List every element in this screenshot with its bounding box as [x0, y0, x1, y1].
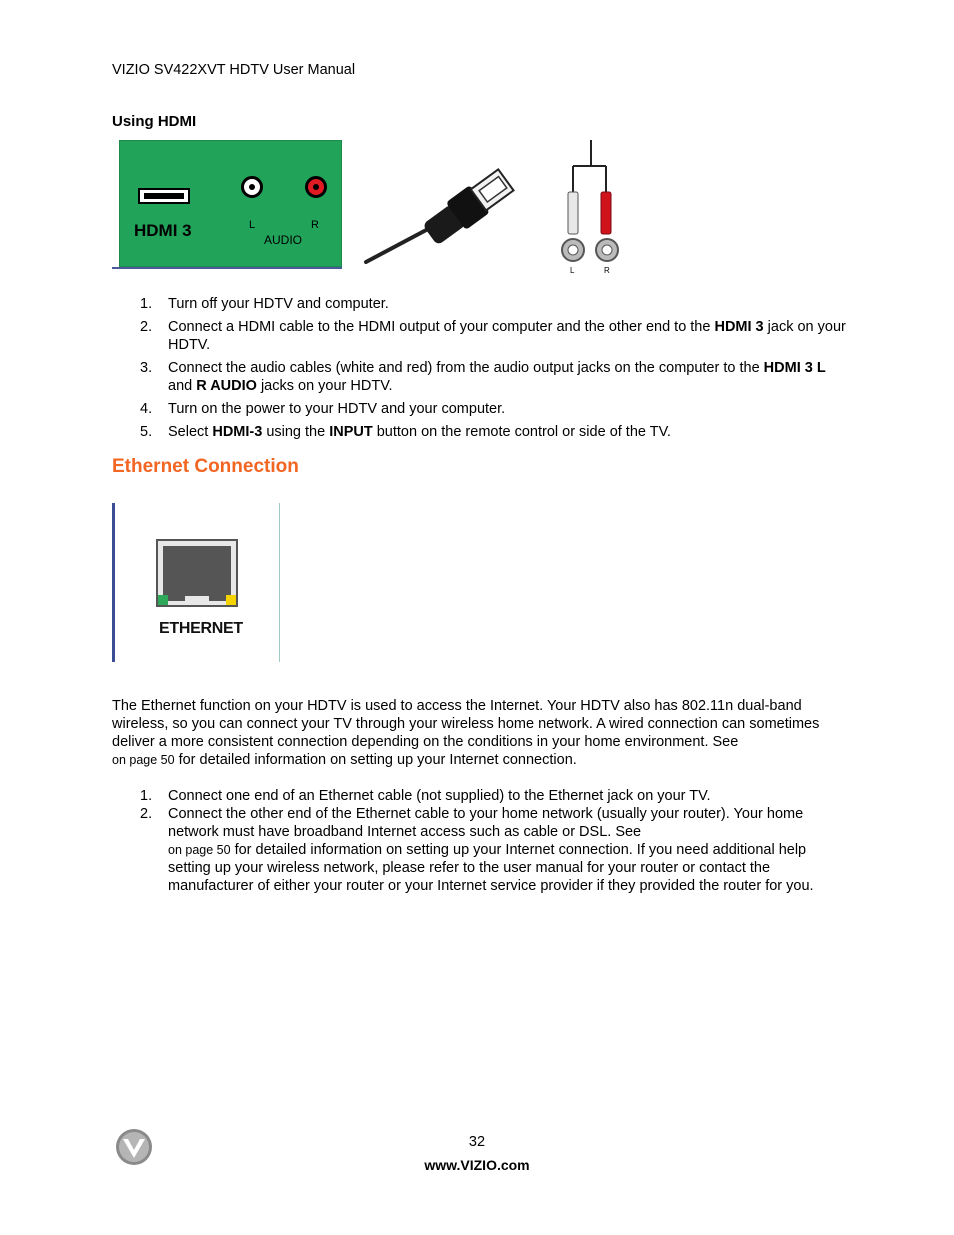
rca-right-label: R	[604, 266, 610, 275]
paragraph-tail: for detailed information on setting up your Internet connection.	[174, 752, 577, 768]
audio-label: AUDIO	[264, 233, 303, 247]
page-reference: on page 50	[112, 753, 175, 767]
list-item: 2. Connect the other end of the Ethernet cable to your home network (usually your router). Your home network must have broadband Internet access such as cable or DSL. See on page 50 for detailed information on setting up your Internet connection. If you need additional help setting up your wireless network, please refer to the user manual for your router or contact the manufacturer of either your router or your Internet service provider if they provided the router for you.	[140, 806, 814, 894]
list-item: 2. Connect a HDMI cable to the HDMI output of your computer and the other end to the HDMI 3 jack on your HDTV.	[140, 319, 846, 353]
hdmi-port-label: HDMI 3	[134, 221, 192, 240]
ethernet-port-label: ETHERNET	[159, 620, 243, 637]
hdmi-cable-icon	[360, 162, 530, 268]
page-number: 32	[468, 1134, 486, 1150]
ethernet-description-paragraph	[112, 697, 852, 769]
list-item: 4. Turn on the power to your HDTV and your computer.	[140, 401, 506, 417]
website-link[interactable]: www.VIZIO.com	[424, 1157, 530, 1173]
audio-left-jack-icon	[241, 176, 263, 198]
ethernet-port-icon	[156, 539, 238, 607]
hdmi-steps-list	[112, 295, 852, 446]
panel-divider	[112, 267, 342, 269]
ethernet-panel-illustration	[112, 503, 282, 663]
paragraph-text: The Ethernet function on your HDTV is used to access the Internet. Your HDTV also has 802.11n dual-band wireless, so you can connect your TV through your wireless home network. A wired connection can sometimes deliver a more consistent connection depending on the conditions in your home environment. See	[112, 698, 820, 750]
list-item: 1. Connect one end of an Ethernet cable (not supplied) to the Ethernet jack on your TV.	[140, 788, 711, 804]
page-reference: on page 50	[168, 843, 231, 857]
audio-right-jack-icon	[305, 176, 327, 198]
list-item: 3. Connect the audio cables (white and red) from the audio output jacks on the computer to the HDMI 3 L and R AUDIO jacks on your HDTV.	[140, 360, 826, 394]
rca-audio-cable-icon	[560, 140, 622, 280]
list-item: 1. Turn off your HDTV and computer.	[140, 296, 389, 312]
list-item: 5. Select HDMI-3 using the INPUT button on the remote control or side of the TV.	[140, 424, 671, 440]
rca-left-label: L	[570, 266, 575, 275]
hdmi-port-icon	[138, 188, 190, 204]
hdmi-panel-illustration	[112, 140, 342, 270]
ethernet-steps-list	[112, 787, 852, 895]
section-heading-ethernet: Ethernet Connection	[112, 456, 299, 477]
section-heading-using-hdmi: Using HDMI	[112, 113, 197, 130]
yellow-led-icon	[226, 595, 236, 605]
panel-left-border	[112, 503, 115, 662]
audio-left-label: L	[249, 219, 256, 231]
panel-right-border	[279, 503, 280, 662]
audio-right-label: R	[311, 219, 319, 231]
document-header: VIZIO SV422XVT HDTV User Manual	[112, 62, 356, 78]
green-led-icon	[158, 595, 168, 605]
